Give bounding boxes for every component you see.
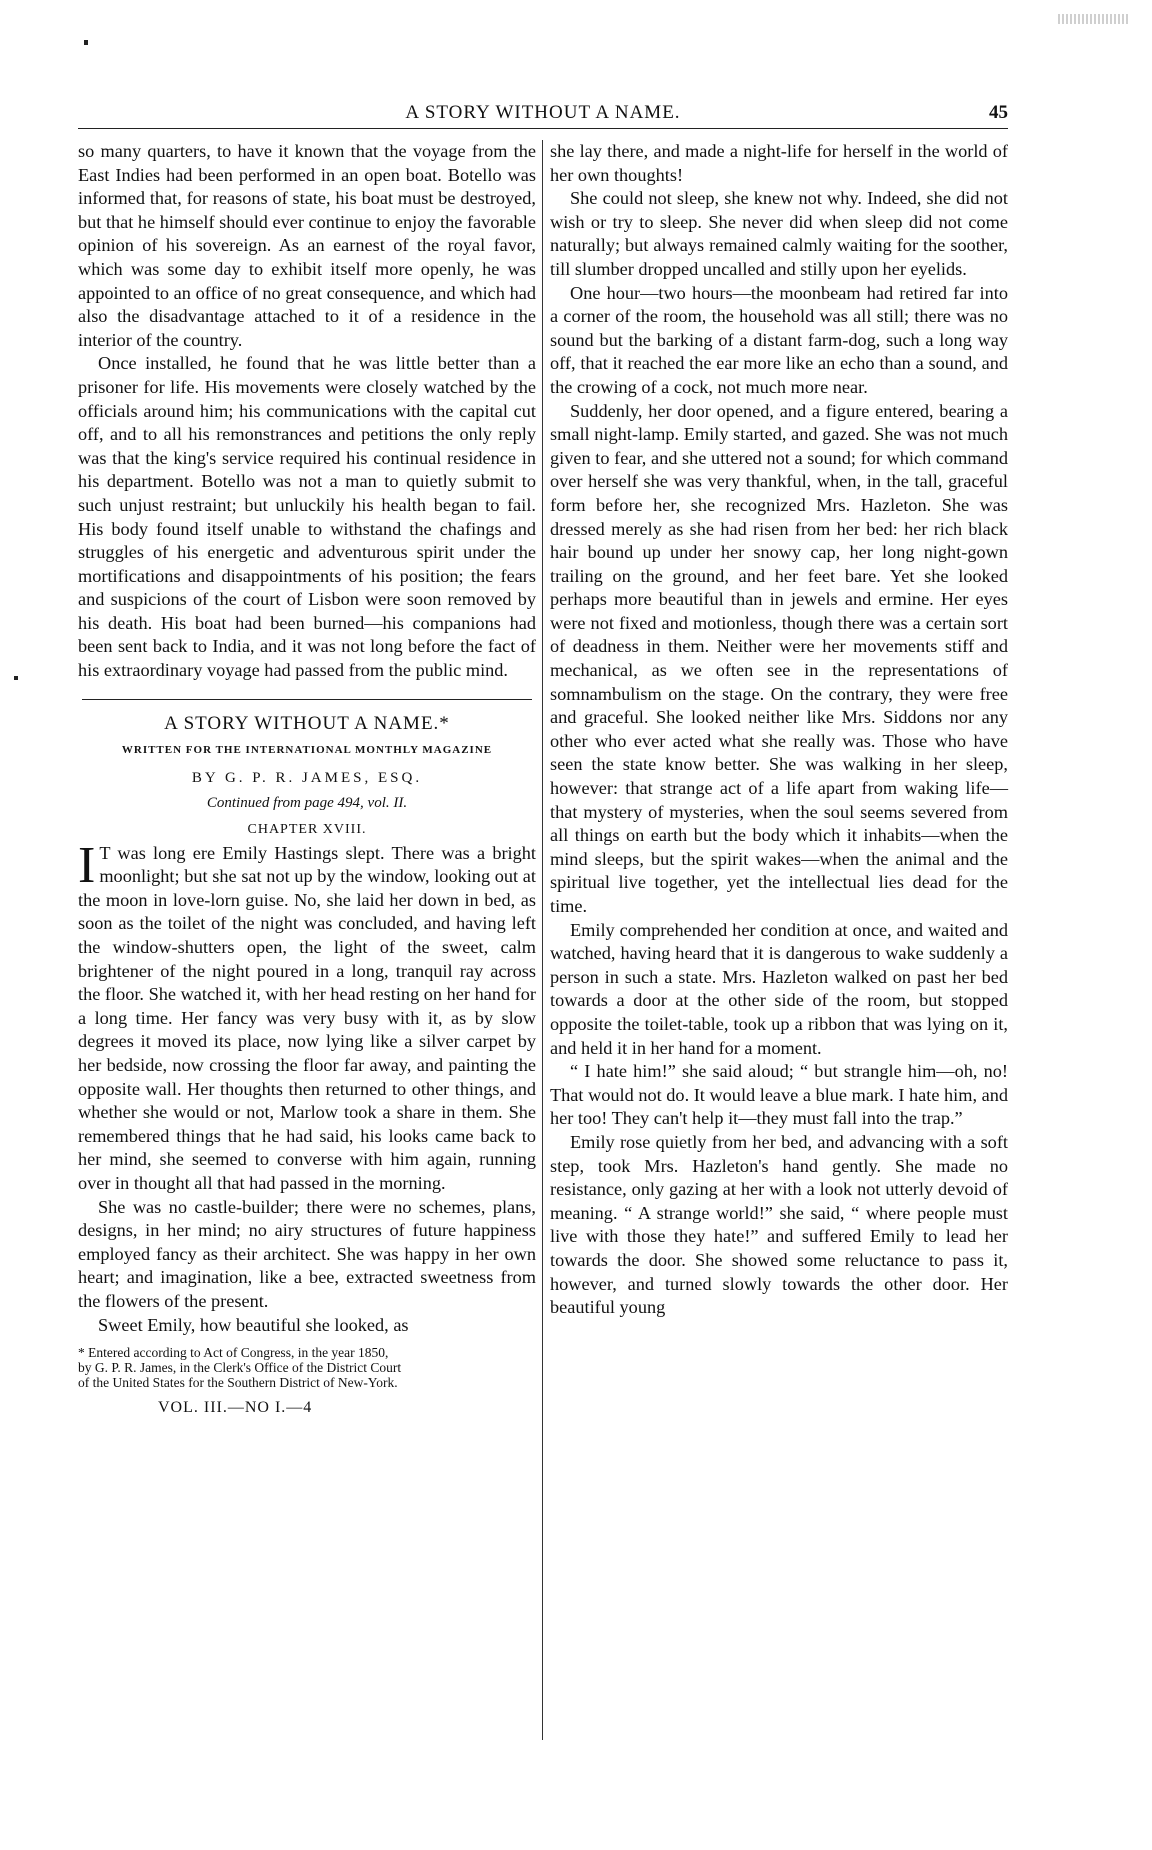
paragraph: She was no castle-builder; there were no schemes, plans, designs, in her mind; no airy structures of future happiness employed fancy as their architect. She was happy in her own heart; and imagination, like a bee, extracted sweetness from the flowers of the present. <box>78 1196 536 1311</box>
paragraph: Suddenly, her door opened, and a figure entered, bearing a small night-lamp. Emily started, and gazed. She was not much given to fear, and she uttered not a sound; for which command over herself she was very thankful, when, in the tall, graceful form before her, she recognized Mrs. Hazleton. She was dressed merely as she had risen from her bed: her rich black hair bound up under her snowy cap, her long night-gown trailing on the ground, and her feet bare. Yet she looked perhaps more beautiful than in jewels and ermine. Her eyes were not fixed and motionless, though there was a certain sort of deadness in them. Neither were her movements stiff and mechanical, as we often see in the representations of somnambulism on the stage. On the contrary, they were free and graceful. She looked neither like Mrs. Siddons nor any other who ever acted what she really was. Those who have seen the state know better. She was walking in her sleep, however: that strange act of a life apart from waking life—that mystery of mysteries, when the soul seems severed from all things on earth but the body which it inhabits—when the mind sleeps, but the spirit wakes—when the animal and the spiritual live together, yet the intellectual lies dead for the time. <box>550 400 1008 916</box>
volume-signature: VOL. III.—NO I.—4 <box>158 1399 313 1417</box>
ink-speck <box>14 676 18 680</box>
page-smudge <box>1058 14 1128 24</box>
column-divider <box>542 140 543 1740</box>
page-header <box>78 102 1008 128</box>
drop-cap: I <box>78 836 96 894</box>
written-for-line: WRITTEN FOR THE INTERNATIONAL MONTHLY MAGAZINE <box>121 744 493 757</box>
running-title: A STORY WITHOUT A NAME. <box>405 102 681 123</box>
copyright-footnote <box>78 1345 536 1390</box>
paragraph: Emily comprehended her condition at once, and waited and watched, having heard that it is dangerous to wake suddenly a person in such a state. Mrs. Hazleton walked on past her bed towards a door at the other side of the room, but stopped opposite the toilet-table, took up a ribbon that was lying on it, and held it in her hand for a moment. <box>550 919 1008 1058</box>
paragraph: Sweet Emily, how beautiful she looked, as <box>98 1314 409 1335</box>
header-rule <box>78 128 1008 129</box>
ink-speck <box>84 40 88 45</box>
paragraph: Once installed, he found that he was little better than a prisoner for life. His movements were closely watched by the officials around him; his communications with the capital cut off, and to all his remonstrances and petitions the only reply was that the king's service required his continual residence in his department. Botello was not a man to quietly submit to such unjust restraint; but unluckily his health began to fail. His body found itself unable to withstand the chafings and struggles of his energetic and adventurous spirit under the mortifications and disappointments of his position; the fears and suspicions of the court of Lisbon were soon removed by his death. His boat had been burned—his companions had been sent back to India, and it was not long before the fact of his extraordinary voyage had passed from the public mind. <box>78 353 536 681</box>
section-rule <box>82 699 532 700</box>
story-title: A STORY WITHOUT A NAME.* <box>164 712 450 734</box>
footnote-line: of the United States for the Southern District of New-York. <box>78 1375 398 1391</box>
footnote-line: * Entered according to Act of Congress, in the year 1850, <box>78 1345 389 1361</box>
right-column <box>550 140 1008 1320</box>
paragraph: so many quarters, to have it known that the voyage from the East Indies had been performed in an open boat. Botello was informed that, for reasons of state, his boat must be destroyed, but that he himself should ever continue to enjoy the favorable opinion of his sovereign. As an earnest of the royal favor, which was some day to exhibit itself more openly, he was appointed to an office of no great consequence, and which had also the disadvantage attached to it of a residence in the interior of the country. <box>78 141 536 350</box>
footnote-line: by G. P. R. James, in the Clerk's Office of the District Court <box>78 1360 402 1376</box>
opening-paragraph <box>78 836 536 1196</box>
paragraph: She could not sleep, she knew not why. Indeed, she did not wish or try to sleep. She never did when sleep did not come naturally; but always remained calmly waiting for the soother, till slumber dropped uncalled and stilly upon her eyelids. <box>550 188 1008 279</box>
page-number: 45 <box>989 102 1008 123</box>
paragraph: Emily rose quietly from her bed, and advancing with a soft step, took Mrs. Hazleton's hand gently. She made no resistance, only gazing at her with a look not utterly devoid of meaning. “ A strange world!” she said, “ where people must live with those they hate!” and suffered Emily to lead her towards the door. She showed some reluctance to pass it, however, and turned slowly towards the other door. Her beautiful young <box>550 1131 1008 1318</box>
left-column <box>78 140 536 1420</box>
paragraph: One hour—two hours—the moonbeam had retired far into a corner of the room, the household was all still; there was no sound but the barking of a distant farm-dog, such a long way off, that it reached the ear more like an echo than a sound, and the crowing of a cock, not much more near. <box>550 282 1008 397</box>
author-byline: BY G. P. R. JAMES, ESQ. <box>191 769 423 786</box>
paragraph: she lay there, and made a night-life for herself in the world of her own thoughts! <box>550 141 1008 185</box>
paragraph: “ I hate him!” she said aloud; “ but strangle him—oh, no! That would not do. It would leave a blue mark. I hate him, and her too! They can't help it—they must fall into the trap.” <box>550 1061 1008 1129</box>
continued-note: Continued from page 494, vol. II. <box>206 795 408 812</box>
chapter-heading: CHAPTER XVIII. <box>247 822 367 838</box>
opening-paragraph-text: T was long ere Emily Hastings slept. There was a bright moonlight; but she sat not up by the window, looking out at the moon in love-lorn guise. No, she laid her down in bed, as soon as the toilet of the night was concluded, and having left the window-shutters open, the light of the sweet, calm brightener of the night poured in a long, tranquil ray across the floor. She watched it, with her head resting on her hand for a long time. Her fancy was very busy with it, as by slow degrees it moved its place, now lying like a silver carpet by her bedside, now crossing the floor far away, and painting the opposite wall. Her thoughts then returned to other things, and whether she would or not, Marlow took a share in them. She remembered things that he had said, his looks came back to her mind, she seemed to converse with him again, running over in thought all that had passed in the morning. <box>78 842 536 1193</box>
